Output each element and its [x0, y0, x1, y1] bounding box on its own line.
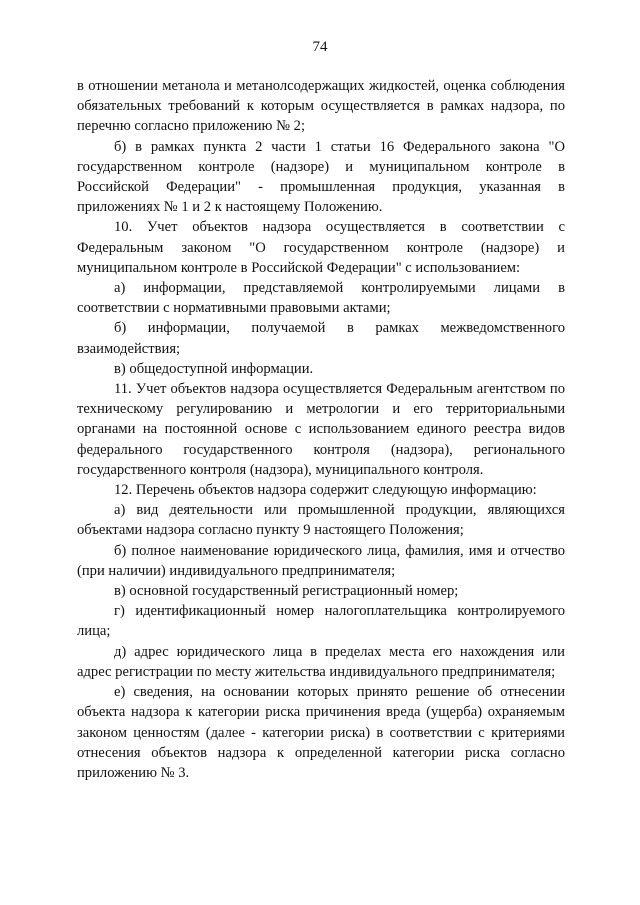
paragraph: б) в рамках пункта 2 части 1 статьи 16 Федерального закона "О государственном контроле (надзоре) и муниципальном контроле в Российской Федерации" - промышленная продукция, указанная в приложениях № 1 и 2 к настоящему Положению.: [77, 138, 565, 216]
paragraph: в) общедоступной информации.: [114, 360, 314, 377]
paragraph: б) полное наименование юридического лица, фамилия, имя и отчество (при наличии) индивидуального предпринимателя;: [77, 542, 565, 579]
page-number: 74: [312, 39, 328, 55]
paragraph: е) сведения, на основании которых принято решение об отнесении объекта надзора к категории риска причинения вреда (ущерба) охраняемым законом ценностям (далее - категории риска) в соответствии с критериями отнесения объектов надзора к определенной категории риска согласно приложению № 3.: [77, 684, 565, 781]
paragraph: д) адрес юридического лица в пределах места его нахождения или адрес регистрации по месту жительства индивидуального предпринимателя;: [77, 643, 565, 680]
paragraph: б) информации, получаемой в рамках межведомственного взаимодействия;: [77, 320, 565, 357]
paragraph: а) вид деятельности или промышленной продукции, являющихся объектами надзора согласно пункту 9 настоящего Положения;: [77, 502, 565, 539]
paragraph: а) информации, представляемой контролируемыми лицами в соответствии с нормативными правовыми актами;: [77, 280, 565, 317]
paragraph: 10. Учет объектов надзора осуществляется в соответствии с Федеральным законом "О государственном контроле (надзоре) и муниципальном контроле в Российской Федерации" с использованием:: [77, 219, 565, 276]
paragraph: г) идентификационный номер налогоплательщика контролируемого лица;: [77, 603, 565, 640]
paragraph: 12. Перечень объектов надзора содержит следующую информацию:: [114, 482, 537, 499]
paragraph: в отношении метанола и метанолсодержащих жидкостей, оценка соблюдения обязательных требований к которым осуществляется в рамках надзора, по перечню согласно приложению № 2;: [77, 78, 565, 135]
paragraph: 11. Учет объектов надзора осуществляется Федеральным агентством по техническому регулированию и метрологии и его территориальными органами на постоянной основе с использованием единого реестра видов федерального государственного контроля (надзора), регионального государственного контроля (надзора), муниципального контроля.: [77, 381, 565, 478]
paragraph: в) основной государственный регистрационный номер;: [114, 583, 459, 600]
document-body: [77, 76, 565, 783]
